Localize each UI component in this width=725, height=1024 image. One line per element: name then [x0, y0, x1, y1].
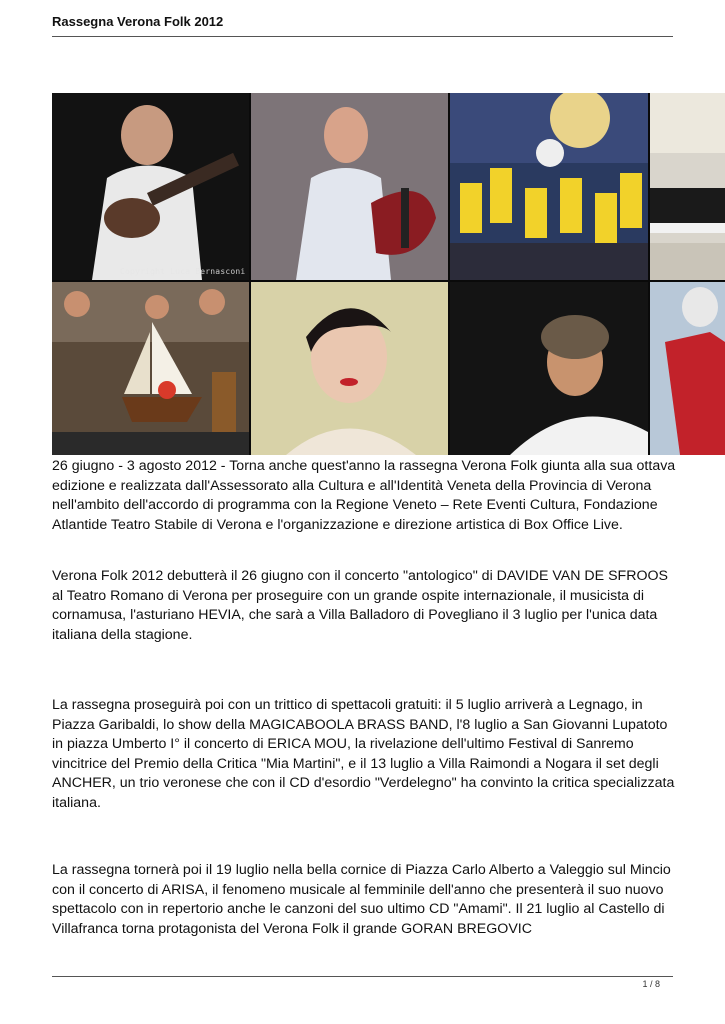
band-with-boat-photo	[52, 282, 249, 455]
red-jacket-performer-photo	[650, 282, 725, 455]
article-paragraph: Verona Folk 2012 debutterà il 26 giugno con il concerto "antologico" di DAVIDE VAN DE SFROOS al Teatro Romano di Verona per proseguire con un grande ospite internazionale, il musicista di cornamusa, l'asturiano HEVIA, che sarà a Villa Balladoro di Povegliano il 3 luglio per l'unica data italiana della stagione.	[52, 568, 668, 643]
piano-photo	[650, 93, 725, 280]
photo-collage	[52, 93, 725, 455]
article-paragraph: La rassegna proseguirà poi con un trittico di spettacoli gratuiti: il 5 luglio arriverà a Legnago, in Piazza Garibaldi, lo show della MAGICABOOLA BRASS BAND, l'8 luglio a San Giovanni Lupatoto in piazza Umberto I° il concerto di ERICA MOU, la rivelazione dell'ultimo Festival di Sanremo vincitrice del Premio della Critica "Mia Martini", e il 13 luglio a Villa Raimondi a Nogara il set degli ANCHER, un trio veronese che con il CD d'esordio "Verdelegno" ha convinto la critica specializzata italiana.	[52, 697, 675, 811]
footer-divider	[52, 976, 673, 977]
smiling-musician-photo	[450, 282, 648, 455]
photo-watermark: Copyright Luca Bernasconi	[120, 267, 246, 276]
header-divider	[52, 36, 673, 37]
page-header-title: Rassegna Verona Folk 2012	[52, 14, 224, 29]
brass-band-photo	[450, 93, 648, 280]
article-paragraph: 26 giugno - 3 agosto 2012 - Torna anche quest'anno la rassegna Verona Folk giunta alla sua ottava edizione e realizzata dall'Assessorato alla Cultura e all'Identità Veneta della Provincia di Verona nell'ambito dell'accordo di programma con la Regione Veneto – Rete Eventi Cultura, Fondazione Atlantide Teatro Stabile di Verona e l'organizzazione e direzione artistica di Box Office Live.	[52, 458, 676, 533]
bagpipe-player-photo	[251, 93, 448, 280]
page-number: 1 / 8	[642, 979, 660, 989]
singer-portrait-photo	[251, 282, 448, 455]
article-paragraph: La rassegna tornerà poi il 19 luglio nella bella cornice di Piazza Carlo Alberto a Valeggio sul Mincio con il concerto di ARISA, il fenomeno musicale al femminile dell'anno che presenterà il suo nuovo spettacolo con in repertorio anche le canzoni del suo ultimo CD "Amami". Il 21 luglio al Castello di Villafranca torna protagonista del Verona Folk il grande GORAN BREGOVIC	[52, 862, 671, 937]
guitarist-photo	[52, 93, 249, 280]
